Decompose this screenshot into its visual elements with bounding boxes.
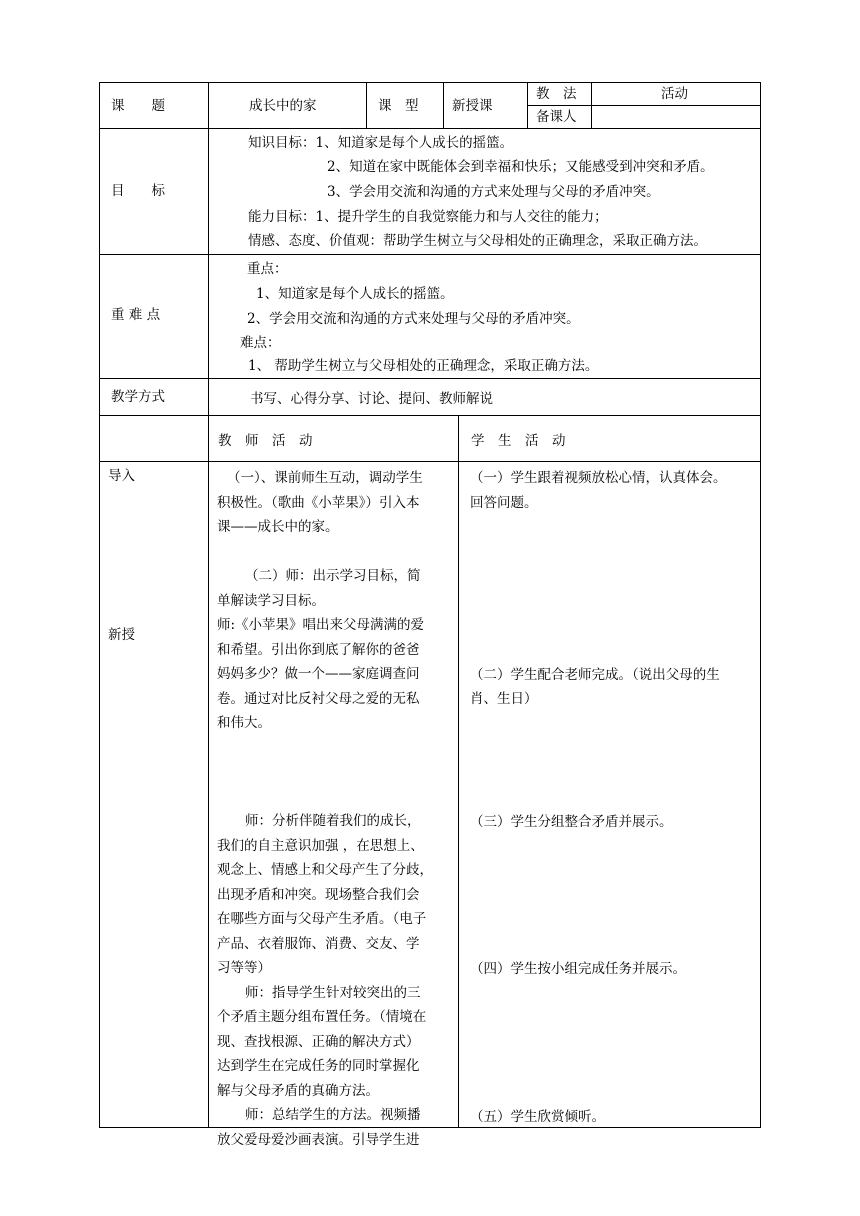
objective-line: 情感、态度、价值观：帮助学生树立与父母相处的正确理念，采取正确方法。 bbox=[248, 233, 707, 249]
key-points-label: 重 难 点 bbox=[111, 307, 161, 323]
key-point-line: 重点： bbox=[247, 261, 288, 277]
row-divider bbox=[99, 461, 761, 462]
objective-line: 能力目标：1、提升学生的自我觉察能力和与人交往的能力； bbox=[248, 209, 608, 225]
table-border-right bbox=[760, 82, 761, 1128]
teacher-line: 现、查找根源、正确的解决方式） bbox=[217, 1033, 420, 1050]
method-label: 教 法 bbox=[536, 86, 577, 102]
teacher-line: 个矛盾主题分组布置任务。（情境在 bbox=[217, 1009, 427, 1025]
teacher-line: 解与父母矛盾的真确方法。 bbox=[217, 1082, 379, 1099]
teacher-line: 师：分析伴随着我们的成长， bbox=[245, 813, 421, 829]
objective-line: 知识目标：1、知道家是每个人成长的摇篮。 bbox=[248, 135, 514, 151]
teacher-line: 达到学生在完成任务的同时掌握化 bbox=[217, 1058, 420, 1074]
row-divider bbox=[99, 378, 761, 379]
student-line: （二）学生配合老师完成。（说出父母的生 bbox=[470, 667, 720, 683]
key-point-line: 2、学会用交流和沟通的方式来处理与父母的矛盾冲突。 bbox=[247, 311, 580, 327]
table-border-top bbox=[99, 82, 761, 83]
teacher-activity-header: 教 师 活 动 bbox=[218, 433, 313, 449]
blank-line bbox=[217, 540, 453, 565]
teacher-line: 课——成长中的家。 bbox=[217, 519, 339, 535]
teacher-line: 妈妈多少？做一个——家庭调查问 bbox=[217, 666, 420, 682]
teacher-line: 放父爱母爱沙画表演。引导学生进 bbox=[217, 1131, 420, 1148]
key-point-line: 难点： bbox=[240, 335, 281, 351]
teaching-method-value: 书写、心得分享、讨论、提问、教师解说 bbox=[250, 391, 493, 407]
teacher-line: 习等等） bbox=[217, 960, 271, 976]
teacher-activity-text bbox=[217, 466, 453, 1152]
col-divider bbox=[591, 82, 592, 129]
key-point-line: 1、知道家是每个人成长的摇篮。 bbox=[256, 286, 454, 302]
teacher-line: 我们的自主意识加强 ，在思想上、 bbox=[217, 837, 424, 854]
teacher-line: 师:《小苹果》唱出来父母满满的爱 bbox=[217, 617, 425, 633]
teacher-line: 和伟大。 bbox=[217, 715, 271, 731]
col-divider bbox=[366, 82, 367, 129]
student-line: （四）学生按小组完成任务并展示。 bbox=[470, 961, 686, 977]
topic-label: 课 题 bbox=[111, 98, 165, 114]
new-lesson-label: 新授 bbox=[108, 627, 135, 643]
objective-line: 3、学会用交流和沟通的方式来处理与父母的矛盾冲突。 bbox=[327, 184, 660, 200]
teacher-line: 产品、衣着服饰、消费、交友、学 bbox=[217, 935, 420, 952]
topic-value: 成长中的家 bbox=[249, 98, 317, 114]
row-divider bbox=[99, 415, 761, 416]
key-point-line: 1、 帮助学生树立与父母相处的正确理念，采取正确方法。 bbox=[248, 358, 599, 374]
teacher-line: 在哪些方面与父母产生矛盾。（电子 bbox=[217, 911, 427, 927]
blank-line bbox=[217, 760, 453, 785]
preparer-label: 备课人 bbox=[536, 109, 577, 125]
teacher-line: 师：指导学生针对较突出的三 bbox=[245, 984, 421, 1001]
teacher-line: 单解读学习目标。 bbox=[217, 592, 325, 609]
type-label: 课 型 bbox=[378, 98, 419, 114]
row-divider bbox=[99, 254, 761, 255]
type-value: 新授课 bbox=[452, 98, 493, 114]
teacher-line: 观念上、情感上和父母产生了分歧， bbox=[217, 862, 433, 878]
teacher-line: （一）、课前师生互动，调动学生 bbox=[227, 470, 423, 486]
blank-line bbox=[217, 785, 453, 810]
teacher-line: （二）师：出示学习目标，简 bbox=[245, 568, 421, 584]
teaching-method-label: 教学方式 bbox=[111, 389, 165, 405]
teacher-line: 师：总结学生的方法。视频播 bbox=[245, 1107, 421, 1123]
student-line: 肖、生日） bbox=[470, 691, 538, 707]
col-divider-label bbox=[208, 82, 209, 1128]
col-divider bbox=[443, 82, 444, 129]
row-divider bbox=[99, 128, 761, 129]
blank-line bbox=[217, 736, 453, 761]
col-divider-activity bbox=[458, 415, 459, 1128]
student-line: （三）学生分组整合矛盾并展示。 bbox=[470, 814, 673, 830]
student-activity-header: 学 生 活 动 bbox=[471, 433, 566, 449]
col-divider bbox=[527, 82, 528, 129]
table-border-left bbox=[99, 82, 100, 1128]
student-line: （五）学生欣赏倾听。 bbox=[470, 1109, 605, 1125]
intro-label: 导入 bbox=[108, 468, 135, 484]
method-value: 活动 bbox=[661, 86, 688, 102]
teacher-line: 出现矛盾和冲突。现场整合我们会 bbox=[217, 886, 420, 903]
teacher-line: 和希望。引出你到底了解你的爸爸 bbox=[217, 641, 420, 658]
student-line: 回答问题。 bbox=[470, 495, 538, 511]
objective-line: 2、知道在家中既能体会到幸福和快乐；又能感受到冲突和矛盾。 bbox=[327, 159, 714, 175]
teacher-line: 卷。通过对比反衬父母之爱的无私 bbox=[217, 690, 420, 707]
student-line: （一）学生跟着视频放松心情，认真体会。 bbox=[470, 470, 727, 486]
row-divider-method bbox=[527, 105, 761, 106]
teacher-line: 积极性。（歌曲《小苹果》）引入本 bbox=[217, 494, 420, 511]
objectives-label: 目 标 bbox=[111, 183, 165, 199]
